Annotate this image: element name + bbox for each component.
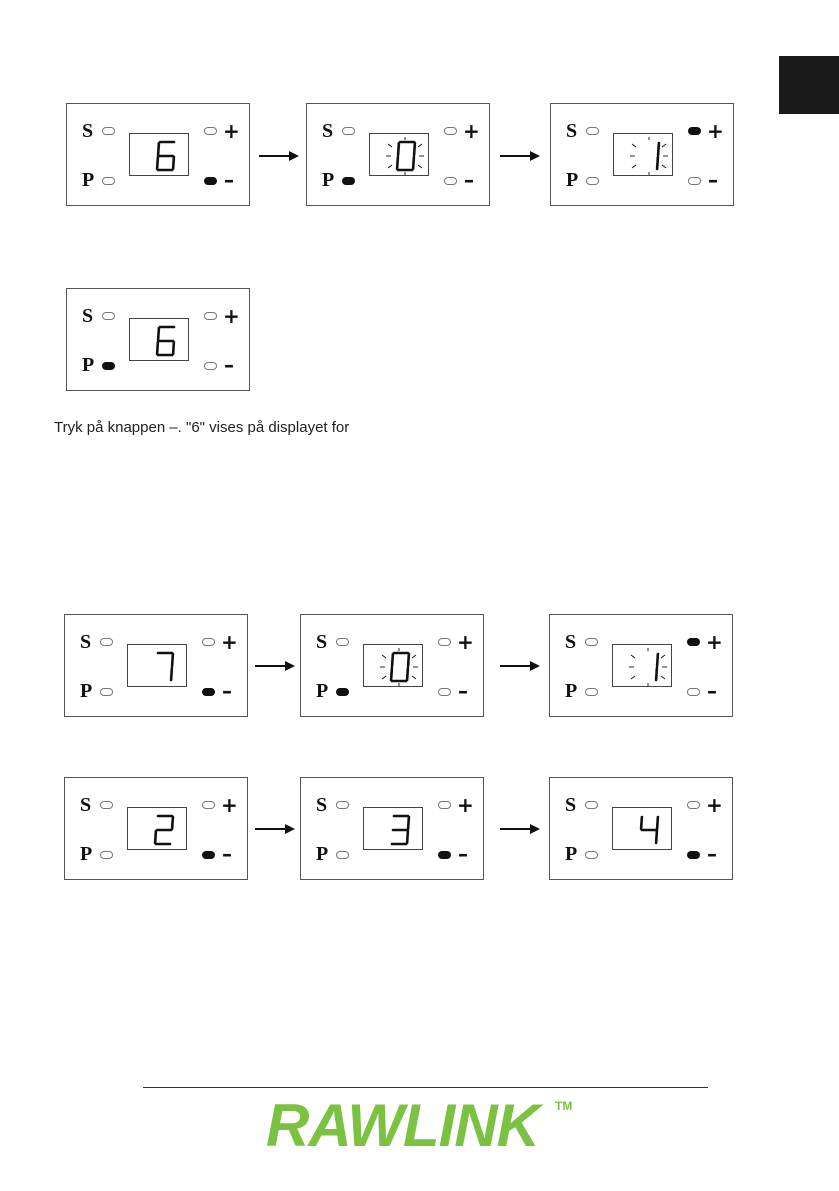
blink-ray-icon — [418, 144, 422, 147]
segment-c — [171, 668, 172, 680]
blink-ray-icon — [632, 165, 636, 168]
display-panel-6 — [300, 614, 484, 717]
plus-symbol: + — [223, 119, 240, 143]
lcd-screen — [613, 133, 673, 176]
lcd-screen — [129, 133, 189, 176]
led-p-indicator — [102, 177, 115, 185]
label-p: P — [82, 169, 95, 191]
segment-b — [172, 817, 173, 829]
display-panel-1 — [66, 103, 250, 206]
caption-text: Tryk på knappen –. "6" vises på displayet for — [54, 419, 350, 436]
led-s-indicator — [102, 312, 115, 320]
segment-b — [172, 654, 173, 666]
segment-c — [657, 157, 658, 169]
trademark-mark: TM — [555, 1099, 573, 1113]
led-s-indicator — [336, 638, 349, 646]
minus-symbol: – — [707, 842, 717, 866]
led-p-indicator — [336, 688, 349, 696]
lcd-screen — [612, 807, 672, 850]
led-plus-indicator — [202, 801, 215, 809]
blink-ray-icon — [418, 165, 422, 168]
segment-b — [408, 817, 409, 829]
label-p: P — [82, 354, 95, 376]
led-plus-indicator — [204, 127, 217, 135]
segment-c — [173, 342, 174, 354]
minus-symbol: – — [708, 168, 718, 192]
led-minus-indicator — [204, 177, 217, 185]
led-plus-indicator — [204, 312, 217, 320]
segment-c — [407, 668, 408, 680]
segment-b — [657, 817, 658, 829]
blink-ray-icon — [662, 144, 666, 147]
display-panel-10 — [549, 777, 733, 880]
segment-b — [414, 143, 415, 155]
led-plus-indicator — [444, 127, 457, 135]
blink-ray-icon — [631, 676, 635, 679]
minus-symbol: – — [707, 679, 717, 703]
label-p: P — [316, 843, 329, 865]
display-panel-3 — [550, 103, 734, 206]
lcd-screen — [363, 807, 423, 850]
label-s: S — [80, 794, 92, 816]
seven-segment-digit — [128, 808, 186, 849]
led-p-indicator — [342, 177, 355, 185]
lcd-screen — [127, 644, 187, 687]
lcd-screen — [129, 318, 189, 361]
segment-f — [158, 143, 159, 155]
blink-ray-icon — [382, 676, 386, 679]
segment-b — [657, 654, 658, 666]
led-minus-indicator — [202, 851, 215, 859]
label-p: P — [565, 843, 578, 865]
seven-segment-digit — [130, 319, 188, 360]
blink-ray-icon — [382, 655, 386, 658]
led-minus-indicator — [687, 688, 700, 696]
seven-segment-digit — [614, 134, 672, 175]
blink-ray-icon — [661, 676, 665, 679]
segment-f — [398, 143, 399, 155]
blink-ray-icon — [412, 655, 416, 658]
minus-symbol: – — [224, 353, 234, 377]
led-p-indicator — [585, 688, 598, 696]
blink-ray-icon — [632, 144, 636, 147]
seven-segment-digit — [370, 134, 428, 175]
plus-symbol: + — [706, 630, 723, 654]
segment-b — [658, 143, 659, 155]
led-minus-indicator — [438, 688, 451, 696]
led-minus-indicator — [438, 851, 451, 859]
minus-symbol: – — [458, 679, 468, 703]
led-s-indicator — [336, 801, 349, 809]
seven-segment-digit — [130, 134, 188, 175]
display-panel-5 — [64, 614, 248, 717]
blink-ray-icon — [412, 676, 416, 679]
label-p: P — [316, 680, 329, 702]
arrow-right-icon — [259, 150, 299, 162]
plus-symbol: + — [457, 630, 474, 654]
label-p: P — [566, 169, 579, 191]
plus-symbol: + — [457, 793, 474, 817]
led-minus-indicator — [444, 177, 457, 185]
minus-symbol: – — [224, 168, 234, 192]
segment-c — [413, 157, 414, 169]
label-s: S — [316, 631, 328, 653]
seven-segment-digit — [128, 645, 186, 686]
led-minus-indicator — [202, 688, 215, 696]
segment-c — [656, 831, 657, 843]
lcd-screen — [363, 644, 423, 687]
label-s: S — [82, 120, 94, 142]
seven-segment-digit — [364, 645, 422, 686]
plus-symbol: + — [707, 119, 724, 143]
blink-ray-icon — [388, 165, 392, 168]
led-minus-indicator — [204, 362, 217, 370]
label-p: P — [565, 680, 578, 702]
display-panel-9 — [300, 777, 484, 880]
segment-f — [641, 817, 642, 829]
arrow-right-icon — [500, 660, 540, 672]
led-s-indicator — [585, 638, 598, 646]
plus-symbol: + — [706, 793, 723, 817]
plus-symbol: + — [223, 304, 240, 328]
segment-e — [157, 157, 158, 169]
seven-segment-digit — [364, 808, 422, 849]
section-tab — [779, 56, 839, 114]
display-panel-7 — [549, 614, 733, 717]
label-s: S — [80, 631, 92, 653]
blink-ray-icon — [662, 165, 666, 168]
led-s-indicator — [586, 127, 599, 135]
label-s: S — [82, 305, 94, 327]
display-panel-4 — [66, 288, 250, 391]
segment-c — [656, 668, 657, 680]
segment-e — [397, 157, 398, 169]
label-s: S — [565, 794, 577, 816]
led-p-indicator — [100, 688, 113, 696]
plus-symbol: + — [463, 119, 480, 143]
segment-f — [158, 328, 159, 340]
minus-symbol: – — [222, 679, 232, 703]
led-p-indicator — [336, 851, 349, 859]
arrow-right-icon — [500, 823, 540, 835]
segment-c — [407, 831, 408, 843]
brand-name: RAWLINK — [266, 1094, 539, 1159]
lcd-screen — [369, 133, 429, 176]
segment-e — [391, 668, 392, 680]
led-plus-indicator — [687, 801, 700, 809]
rawlink-logo — [262, 1094, 602, 1164]
display-panel-8 — [64, 777, 248, 880]
label-p: P — [80, 680, 93, 702]
segment-c — [173, 157, 174, 169]
minus-symbol: – — [222, 842, 232, 866]
label-s: S — [316, 794, 328, 816]
arrow-right-icon — [255, 660, 295, 672]
led-p-indicator — [585, 851, 598, 859]
plus-symbol: + — [221, 793, 238, 817]
blink-ray-icon — [388, 144, 392, 147]
display-panel-2 — [306, 103, 490, 206]
label-s: S — [565, 631, 577, 653]
lcd-screen — [127, 807, 187, 850]
label-s: S — [566, 120, 578, 142]
arrow-right-icon — [500, 150, 540, 162]
led-p-indicator — [102, 362, 115, 370]
segment-e — [157, 342, 158, 354]
seven-segment-digit — [613, 645, 671, 686]
led-p-indicator — [586, 177, 599, 185]
led-plus-indicator — [687, 638, 700, 646]
label-s: S — [322, 120, 334, 142]
segment-f — [392, 654, 393, 666]
led-plus-indicator — [438, 638, 451, 646]
led-s-indicator — [102, 127, 115, 135]
segment-b — [408, 654, 409, 666]
footer-rule — [143, 1087, 708, 1088]
plus-symbol: + — [221, 630, 238, 654]
blink-ray-icon — [661, 655, 665, 658]
segment-e — [155, 831, 156, 843]
led-plus-indicator — [438, 801, 451, 809]
minus-symbol: – — [458, 842, 468, 866]
led-plus-indicator — [202, 638, 215, 646]
led-p-indicator — [100, 851, 113, 859]
led-s-indicator — [342, 127, 355, 135]
led-plus-indicator — [688, 127, 701, 135]
lcd-screen — [612, 644, 672, 687]
blink-ray-icon — [631, 655, 635, 658]
led-s-indicator — [100, 638, 113, 646]
arrow-right-icon — [255, 823, 295, 835]
minus-symbol: – — [464, 168, 474, 192]
led-s-indicator — [100, 801, 113, 809]
led-s-indicator — [585, 801, 598, 809]
led-minus-indicator — [687, 851, 700, 859]
label-p: P — [80, 843, 93, 865]
led-minus-indicator — [688, 177, 701, 185]
seven-segment-digit — [613, 808, 671, 849]
label-p: P — [322, 169, 335, 191]
